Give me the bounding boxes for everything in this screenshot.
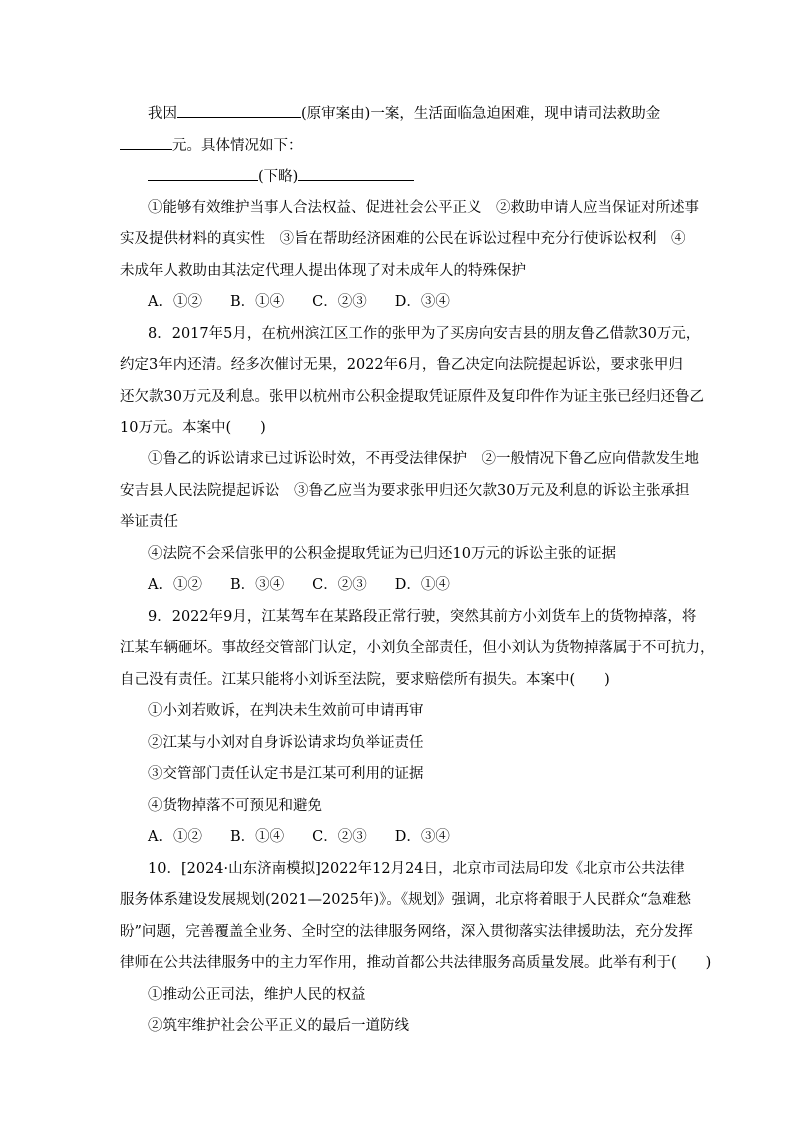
- q7-statement-line: 未成年人救助由其法定代理人提出体现了对未成年人的特殊保护: [120, 263, 526, 279]
- option-d[interactable]: D．③④: [394, 294, 450, 310]
- q9-stem-line: 江某车辆砸坏。事故经交管部门认定，小刘负全部责任，但小刘认为货物掉落属于不可抗力，: [120, 640, 715, 656]
- q10-stem-line: 律师在公共法律服务中的主力军作用，推动首都公共法律服务高质量发展。此举有利于( ): [120, 955, 712, 971]
- option-d[interactable]: D．③④: [394, 829, 450, 845]
- option-b[interactable]: B．①④: [229, 294, 285, 310]
- q8-statement-line: ④法院不会采信张甲的公积金提取凭证为已归还10万元的诉讼主张的证据: [148, 546, 616, 562]
- q8-statement-line: 安吉县人民法院提起诉讼 ③鲁乙应当为要求张甲归还欠款30万元及利息的诉讼主张承担: [120, 483, 690, 499]
- q7-statement-line: 实及提供材料的真实性 ③旨在帮助经济困难的公民在诉讼过程中充分行使诉讼权利 ④: [120, 231, 686, 247]
- q8-stem-line: 还欠款30万元及利息。张甲以杭州市公积金提取凭证原件及复印件作为证主张已经归还鲁乙: [120, 389, 704, 405]
- q8-statement-line: ①鲁乙的诉讼请求已过诉讼时效，不再受法律保护 ②一般情况下鲁乙应向借款发生地: [148, 451, 699, 467]
- q8-stem-line: 10万元。本案中( ): [120, 420, 266, 436]
- option-b[interactable]: B．①④: [229, 829, 285, 845]
- q9-statement-line: ③交管部门责任认定书是江某可利用的证据: [148, 766, 424, 782]
- option-a[interactable]: A．①②: [148, 577, 202, 593]
- intro-line-1: [148, 103, 660, 124]
- q10-stem-line: 盼”问题，完善覆盖全业务、全时空的法律服务网络，深入贯彻落实法律援助法，充分发挥: [120, 924, 693, 940]
- option-d[interactable]: D．①④: [394, 577, 450, 593]
- option-c[interactable]: C．②③: [312, 577, 367, 593]
- q10-stem-line: 10．[2024·山东济南模拟]2022年12月24日，北京市司法局印发《北京市公共法律: [148, 861, 685, 877]
- q8-stem-line: 8．2017年5月，在杭州滨江区工作的张甲为了买房向安吉县的朋友鲁乙借款30万元，: [148, 326, 701, 342]
- q8-stem-line: 约定3年内还清。经多次催讨无果，2022年6月，鲁乙决定向法院提起诉讼，要求张甲归: [120, 357, 683, 373]
- intro-line-3: [148, 166, 414, 187]
- q7-options: [148, 292, 450, 312]
- omitted-text: (下略): [258, 169, 299, 185]
- omitted-blank-left: [148, 166, 258, 181]
- omitted-blank-right: [298, 166, 414, 181]
- q9-stem-line: 自己没有责任。江某只能将小刘诉至法院，要求赔偿所有损失。本案中( ): [120, 672, 610, 688]
- intro-prefix: 我因: [148, 106, 177, 122]
- amount-blank[interactable]: [120, 135, 172, 150]
- option-c[interactable]: C．②③: [312, 294, 367, 310]
- q9-options: [148, 827, 450, 847]
- q7-statement-line: ①能够有效维护当事人合法权益、促进社会公平正义 ②救助申请人应当保证对所述事: [148, 200, 699, 216]
- q9-stem-line: 9．2022年9月，江某驾车在某路段正常行驶，突然其前方小刘货车上的货物掉落，将: [148, 609, 697, 625]
- q9-statement-line: ④货物掉落不可预见和避免: [148, 798, 322, 814]
- q9-statement-line: ②江某与小刘对自身诉讼请求均负举证责任: [148, 735, 424, 751]
- q9-statement-line: ①小刘若败诉，在判决未生效前可申请再审: [148, 703, 424, 719]
- q10-stem-line: 服务体系建设发展规划(2021—2025年)》。《规划》强调，北京将着眼于人民群众“急难愁: [120, 892, 692, 908]
- option-c[interactable]: C．②③: [312, 829, 367, 845]
- intro-middle: (原审案由)一案，生活面临急迫困难，现申请司法救助金: [301, 106, 661, 122]
- option-a[interactable]: A．①②: [148, 829, 202, 845]
- option-a[interactable]: A．①②: [148, 294, 202, 310]
- intro-line-2: [120, 135, 303, 156]
- q10-statement-line: ②筑牢维护社会公平正义的最后一道防线: [148, 1018, 409, 1034]
- q10-statement-line: ①推动公正司法，维护人民的权益: [148, 987, 366, 1003]
- case-cause-blank[interactable]: [177, 103, 301, 118]
- q8-statement-line: 举证责任: [120, 514, 178, 530]
- q8-options: [148, 575, 450, 595]
- intro-suffix: 元。具体情况如下：: [172, 138, 303, 154]
- option-b[interactable]: B．③④: [229, 577, 285, 593]
